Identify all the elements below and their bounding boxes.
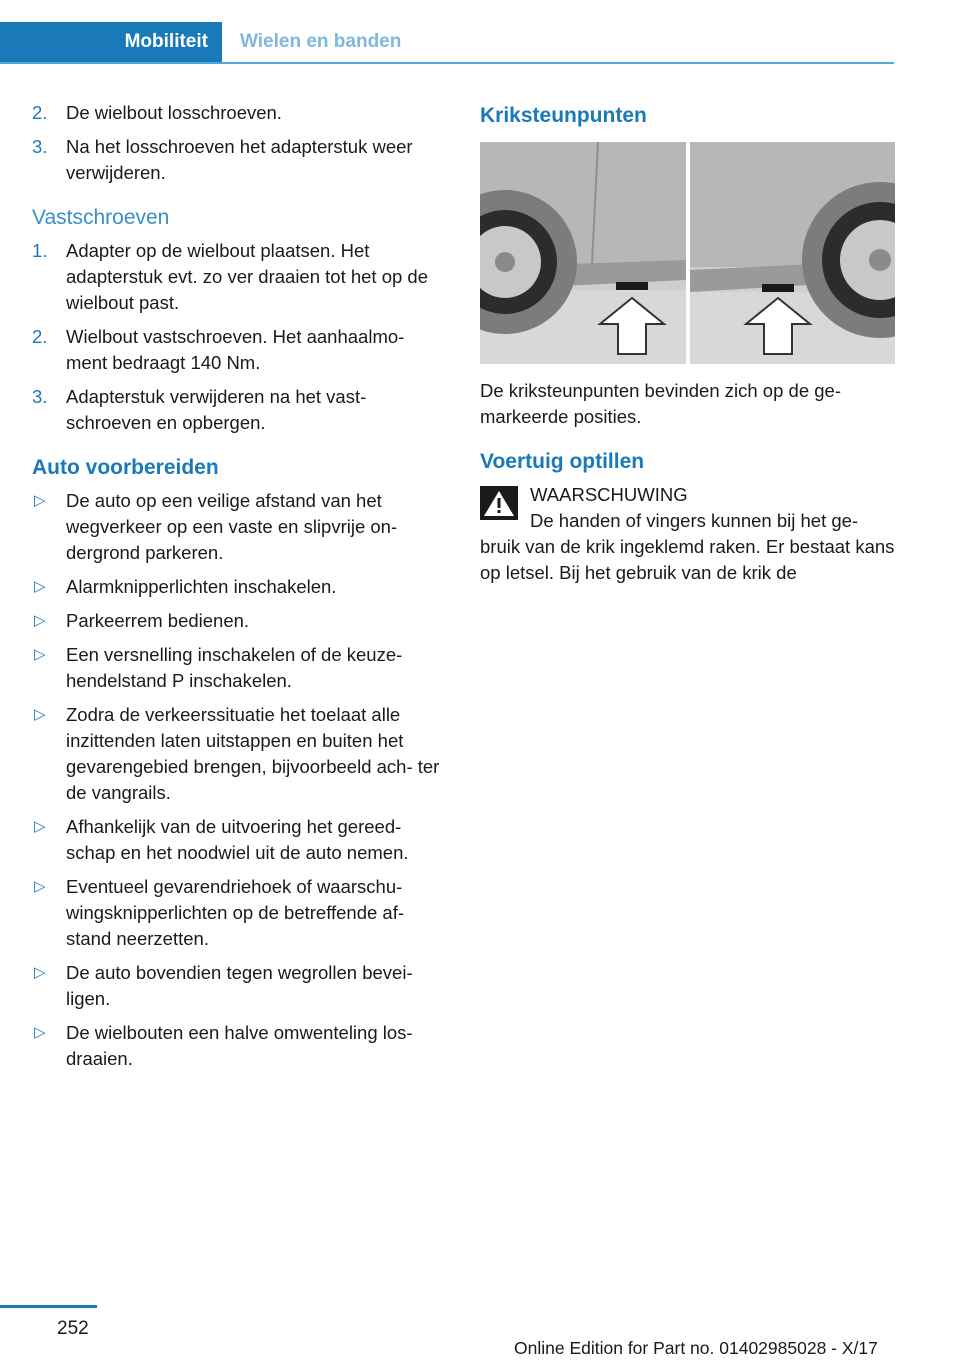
bullet-triangle-icon: ▷ [34, 646, 46, 663]
step-number: 2. [32, 326, 48, 347]
bullet-text: Een versnelling inschakelen of de keuze‐ hendelstand P inschakelen. [66, 644, 403, 691]
step-item [32, 324, 442, 376]
step-item [32, 100, 442, 126]
bullet-triangle-icon: ▷ [34, 612, 46, 629]
heading-auto-voorbereiden: Auto voorbereiden [32, 456, 219, 479]
bullet-item [32, 608, 442, 634]
bullet-triangle-icon: ▷ [34, 492, 46, 509]
bullet-text: Parkeerrem bedienen. [66, 610, 250, 631]
bullet-item [32, 574, 442, 600]
bullet-text: Eventueel gevarendriehoek of waarschu‐ wingsknipperlichten op de betreffende af‐ stand neerzetten. [66, 876, 405, 949]
bullet-item [32, 488, 442, 566]
step-text: Adapter op de wielbout plaatsen. Het adapterstuk evt. zo ver draaien tot het op de wielbout past. [66, 240, 429, 313]
step-item [32, 384, 442, 436]
step-text: Wielbout vastschroeven. Het aanhaalmo‐ ment bedraagt 140 Nm. [66, 326, 405, 373]
bullet-text: De auto bovendien tegen wegrollen bevei‐ ligen. [66, 962, 413, 1009]
page-number: 252 [57, 1318, 89, 1339]
bullet-item [32, 960, 442, 1012]
step-number: 3. [32, 386, 48, 407]
step-text: Adapterstuk verwijderen na het vast‐ schroeven en opbergen. [66, 386, 367, 433]
footer-line [0, 1305, 97, 1308]
bullet-item [32, 814, 442, 866]
bullet-item [32, 1020, 442, 1072]
warning-text: De handen of vingers kunnen bij het ge‐ bruik van de krik ingeklemd raken. Er bestaat kans op letsel. Bij het gebruik van de krik de [480, 510, 895, 583]
bullet-triangle-icon: ▷ [34, 964, 46, 981]
left-column [32, 100, 442, 1080]
bullet-text: Zodra de verkeerssituatie het toelaat alle inzittenden laten uitstappen en buiten het gevarengebied brengen, bijvoorbeeld ach‐ ter de vangrails. [66, 704, 440, 803]
heading-vastschroeven: Vastschroeven [32, 206, 170, 229]
step-text: Na het losschroeven het adapterstuk weer verwijderen. [66, 136, 413, 183]
bullet-triangle-icon: ▷ [34, 1024, 46, 1041]
jack-points-photo [480, 142, 895, 364]
bullet-text: Afhankelijk van de uitvoering het gereed‐ schap en het noodwiel uit de auto nemen. [66, 816, 409, 863]
bullet-text: De auto op een veilige afstand van het wegverkeer op een vaste en slipvrije on‐ dergrond parkeren. [66, 490, 398, 563]
heading-voertuig-optillen: Voertuig optillen [480, 450, 645, 473]
bullet-triangle-icon: ▷ [34, 818, 46, 835]
warning-title: WAARSCHUWING [530, 484, 688, 505]
step-item [32, 238, 442, 316]
bullet-item [32, 702, 442, 806]
tab-wielen-en-banden[interactable]: Wielen en banden [240, 31, 402, 52]
warning-block [480, 482, 900, 586]
tab-mobiliteit[interactable]: Mobiliteit [0, 22, 222, 62]
step-item [32, 134, 442, 186]
step-number: 3. [32, 136, 48, 157]
bullet-text: De wielbouten een halve omwenteling los‐ draaien. [66, 1022, 413, 1069]
bullet-text: Alarmknipperlichten inschakelen. [66, 576, 337, 597]
edition-text: Online Edition for Part no. 01402985028 - X/17 [514, 1338, 878, 1358]
bullet-item [32, 642, 442, 694]
bullet-triangle-icon: ▷ [34, 578, 46, 595]
step-text: De wielbout losschroeven. [66, 102, 282, 123]
step-number: 2. [32, 102, 48, 123]
bullet-triangle-icon: ▷ [34, 878, 46, 895]
right-column [480, 100, 900, 586]
kriksteunpunten-text: De kriksteunpunten bevinden zich op de ge‐ markeerde posities. [480, 380, 841, 427]
heading-kriksteunpunten: Kriksteunpunten [480, 104, 647, 127]
step-number: 1. [32, 240, 48, 261]
bullet-triangle-icon: ▷ [34, 706, 46, 723]
bullet-item [32, 874, 442, 952]
header-bar [0, 22, 894, 64]
warning-triangle-icon [480, 486, 518, 520]
